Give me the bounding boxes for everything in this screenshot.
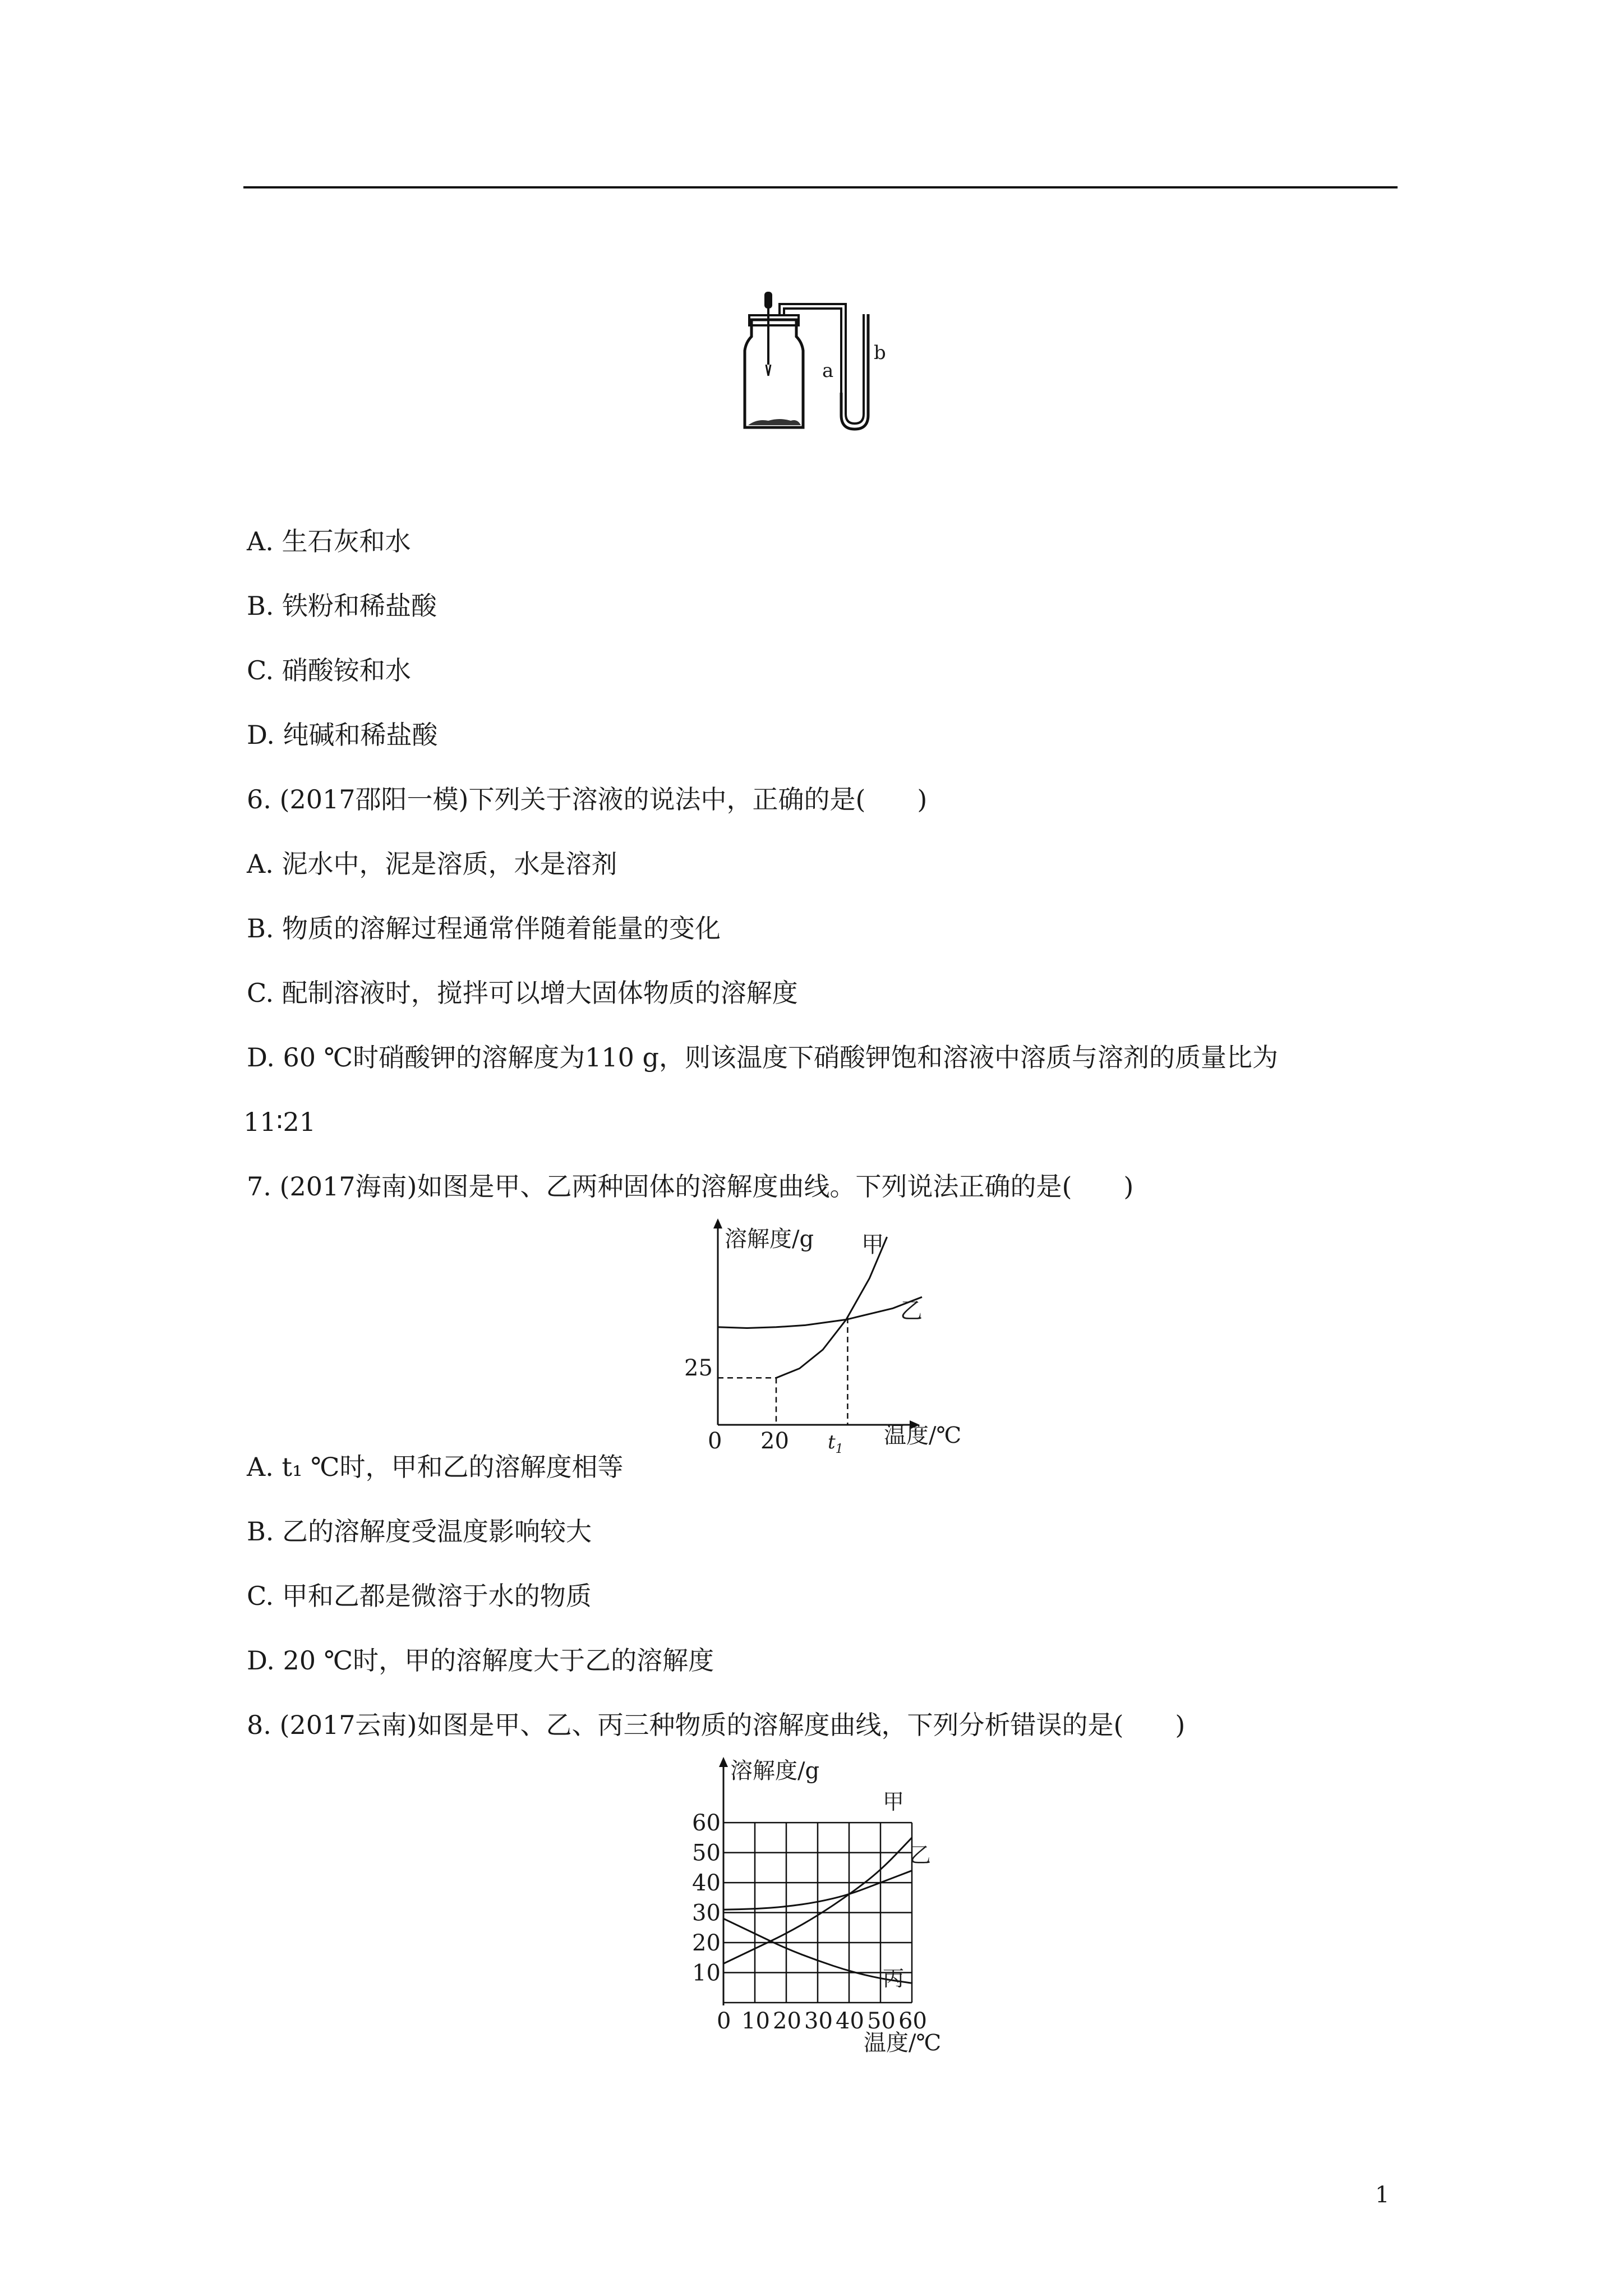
q6-stem: 6. (2017邵阳一模)下列关于溶液的说法中，正确的是( ) xyxy=(247,784,928,815)
chart2-y-tick-label: 60 xyxy=(692,1810,721,1837)
chart2-y-tick-label: 50 xyxy=(692,1840,721,1866)
chart2-y-tick-label: 40 xyxy=(692,1870,721,1897)
page-number: 1 xyxy=(1375,2182,1390,2208)
chart2-y-tick-label: 10 xyxy=(692,1960,721,1986)
chart2-x-tick-label: 0 xyxy=(717,2008,731,2034)
tube-label-b: b xyxy=(874,342,886,364)
chart1-series-jia xyxy=(776,1237,887,1378)
q8-solubility-chart xyxy=(679,1756,981,2059)
q6-option-c: C. 配制溶液时，搅拌可以增大固体物质的溶解度 xyxy=(247,978,798,1008)
header-rule xyxy=(243,186,1398,188)
chart1-tick-25: 25 xyxy=(684,1355,713,1381)
chart2-x-tick-label: 10 xyxy=(741,2008,770,2034)
chart2-series-label-jia: 甲 xyxy=(883,1789,905,1814)
q7-solubility-chart xyxy=(673,1217,987,1456)
chart2-x-tick-label: 50 xyxy=(867,2008,896,2034)
q7-option-a: A. t₁ ℃时，甲和乙的溶解度相等 xyxy=(247,1452,624,1482)
chart1-series-label-jia: 甲 xyxy=(861,1232,884,1258)
q6-option-a: A. 泥水中，泥是溶质，水是溶剂 xyxy=(247,849,617,879)
chart1-series-label-yi: 乙 xyxy=(900,1298,923,1324)
chart2-x-tick-label: 40 xyxy=(836,2008,864,2034)
chart1-tick-t1: $t_1$ xyxy=(828,1431,843,1456)
chart2-y-tick-label: 20 xyxy=(692,1930,721,1957)
q7-option-d: D. 20 ℃时，甲的溶解度大于乙的溶解度 xyxy=(247,1645,714,1676)
q6-option-b: B. 物质的溶解过程通常伴随着能量的变化 xyxy=(247,913,721,944)
chart1-series-yi xyxy=(718,1297,922,1328)
apparatus-figure xyxy=(729,280,897,438)
chart2-x-tick-label: 60 xyxy=(898,2008,927,2034)
q6-option-d: D. 60 ℃时硝酸钾的溶解度为110 g，则该温度下硝酸钾饱和溶液中溶质与溶剂的质量比为 xyxy=(247,1042,1278,1073)
q7-option-b: B. 乙的溶解度受温度影响较大 xyxy=(247,1516,592,1547)
chart1-tick-20: 20 xyxy=(760,1428,789,1454)
q8-stem: 8. (2017云南)如图是甲、乙、丙三种物质的溶解度曲线，下列分析错误的是( ) xyxy=(247,1710,1186,1740)
chart2-y-ticks xyxy=(692,1810,721,1986)
chart2-x-tick-label: 30 xyxy=(804,2008,833,2034)
q6-option-d-cont: 11∶21 xyxy=(243,1107,316,1137)
chart2-x-tick-label: 20 xyxy=(773,2008,801,2034)
chart2-ylabel: 溶解度/g xyxy=(730,1758,820,1784)
chart2-y-tick-label: 30 xyxy=(692,1900,721,1926)
q5-option-b: B. 铁粉和稀盐酸 xyxy=(247,591,437,621)
q7-option-c: C. 甲和乙都是微溶于水的物质 xyxy=(247,1581,592,1611)
chart2-series-label-yi: 乙 xyxy=(910,1843,932,1867)
chart2-xlabel: 温度/℃ xyxy=(864,2030,942,2056)
chart1-xlabel: 温度/℃ xyxy=(884,1423,962,1448)
chart1-ylabel: 溶解度/g xyxy=(725,1226,814,1252)
q5-option-d: D. 纯碱和稀盐酸 xyxy=(247,720,438,750)
chart2-series-label-bing: 丙 xyxy=(883,1966,905,1991)
q5-option-a: A. 生石灰和水 xyxy=(247,526,411,556)
q5-option-c: C. 硝酸铵和水 xyxy=(247,655,411,685)
chart1-tick-0: 0 xyxy=(708,1428,722,1454)
tube-label-a: a xyxy=(822,360,834,382)
q7-stem: 7. (2017海南)如图是甲、乙两种固体的溶解度曲线。下列说法正确的是( ) xyxy=(247,1171,1134,1202)
